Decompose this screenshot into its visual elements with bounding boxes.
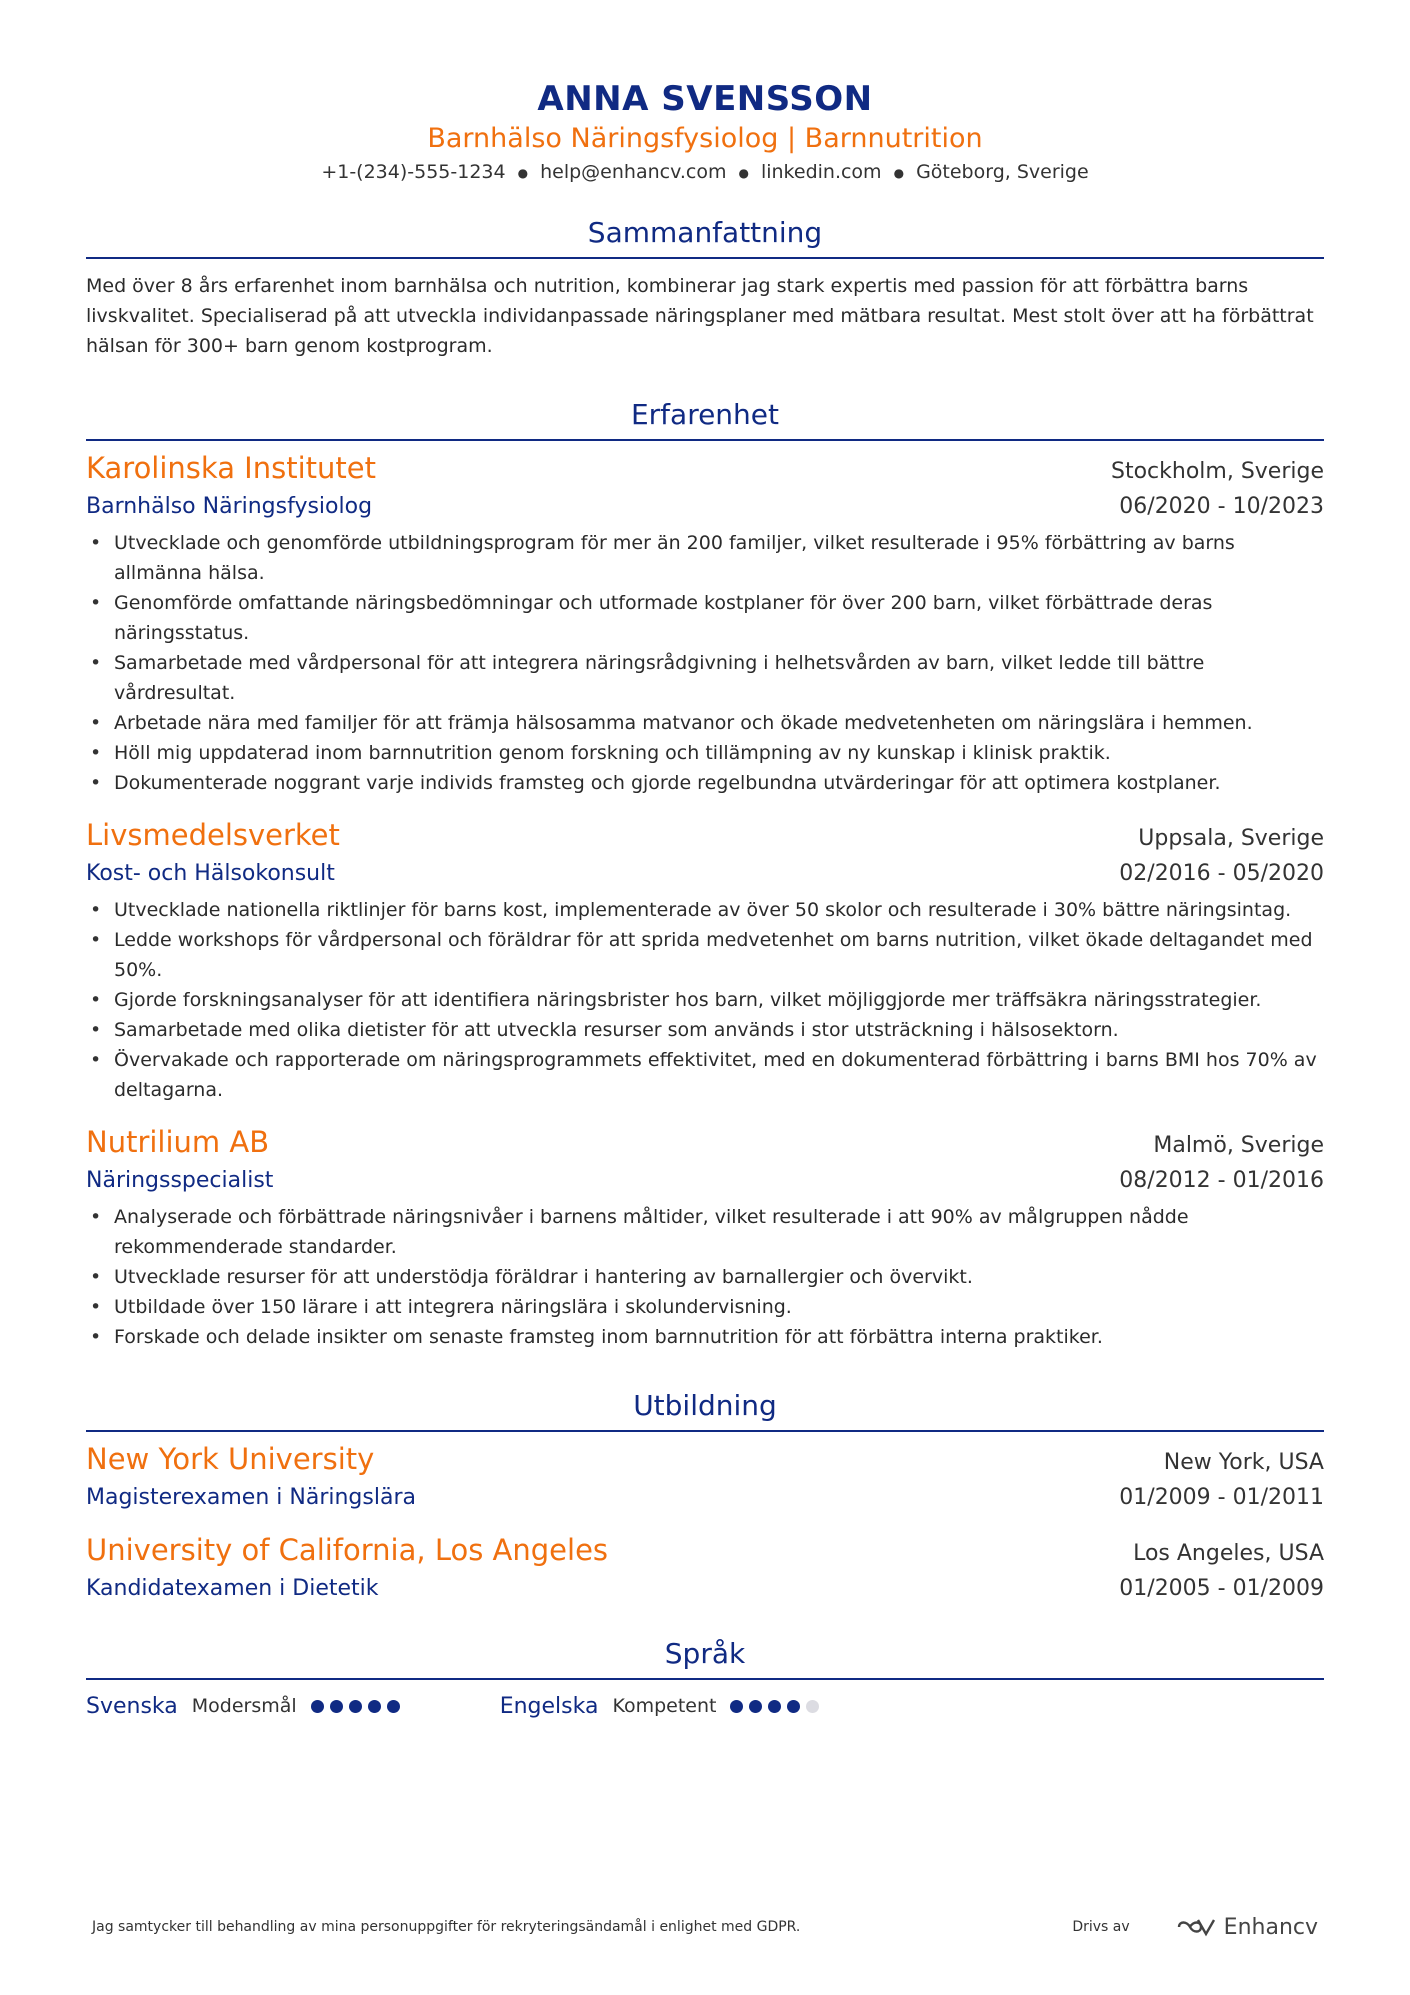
bullet-item: • Utvecklade och genomförde utbildningsprogram för mer än 200 familjer, vilket resulterade i 95% förbättring av barns allmänna hälsa. (114, 528, 1324, 588)
company-name: Nutrilium AB (86, 1124, 270, 1159)
experience-entry (86, 816, 1324, 1105)
separator-dot: ● (893, 165, 905, 180)
entry-subheader (86, 1572, 1324, 1606)
bullet-item: • Dokumenterade noggrant varje individs framsteg och gjorde regelbundna utvärderingar för att optimera kostplaner. (114, 768, 1324, 798)
bullet-item: • Övervakade och rapporterade om näringsprogrammets effektivitet, med en dokumenterad förbättring i barns BMI hos 70% av deltagarna. (114, 1045, 1324, 1105)
education-section (86, 1386, 1324, 1606)
company-name: Livsmedelsverket (86, 817, 340, 852)
bullet-item: • Utbildade över 150 lärare i att integrera näringslära i skolundervisning. (114, 1292, 1324, 1322)
section-title-experience: Erfarenhet (86, 395, 1324, 441)
section-title-education: Utbildning (86, 1386, 1324, 1432)
bullet-item: • Gjorde forskningsanalyser för att identifiera näringsbrister hos barn, vilket möjliggjorde mer träffsäkra näringsstrategier. (114, 985, 1324, 1015)
experience-entry (86, 1123, 1324, 1352)
language-item (500, 1694, 820, 1719)
bullet-item: • Ledde workshops för vårdpersonal och föräldrar för att sprida medvetenhet om barns nutrition, vilket ökade deltagandet med 50%. (114, 925, 1324, 985)
separator-dot: ● (738, 165, 749, 180)
section-title-summary: Sammanfattning (86, 213, 1324, 259)
location: Göteborg, Sverige (916, 161, 1089, 183)
entry-location: Uppsala, Sverige (1138, 825, 1324, 851)
entry-dates: 02/2016 - 05/2020 (1119, 860, 1324, 886)
brand-name: Enhancv (1223, 1914, 1318, 1940)
proficiency-dots (730, 1700, 819, 1713)
candidate-title: Barnhälso Näringsfysiolog | Barnnutrition (427, 123, 983, 154)
bullet-item: • Analyserade och förbättrade näringsnivåer i barnens måltider, vilket resulterade i att 90% av målgruppen nådde rekommenderade standarder. (114, 1202, 1324, 1262)
job-title: Barnhälso Näringsfysiolog (86, 493, 373, 519)
degree: Magisterexamen i Näringslära (86, 1484, 416, 1510)
entry-dates: 08/2012 - 01/2016 (1119, 1167, 1324, 1193)
school-name: University of California, Los Angeles (86, 1532, 609, 1567)
email[interactable]: help@enhancv.com (540, 161, 727, 183)
entry-subheader (86, 490, 1324, 524)
job-title: Näringsspecialist (86, 1167, 274, 1193)
section-title-languages: Språk (86, 1634, 1324, 1680)
language-name: Engelska (499, 1693, 599, 1719)
separator-dot: ● (517, 165, 529, 180)
experience-section (86, 395, 1324, 1352)
bullet-item: • Genomförde omfattande näringsbedömningar och utformade kostplaner för över 200 barn, vilket förbättrade deras näringsstatus. (114, 588, 1324, 648)
contact-line (86, 158, 1324, 187)
resume-page (86, 0, 1324, 1719)
entry-location: New York, USA (1163, 1449, 1324, 1475)
resume-header (86, 78, 1324, 187)
education-entry (86, 1440, 1324, 1515)
entry-header (86, 1123, 1324, 1164)
job-title: Kost- och Hälsokonsult (86, 860, 335, 886)
bullet-item: • Höll mig uppdaterad inom barnnutrition genom forskning och tillämpning av ny kunskap i klinisk praktik. (114, 738, 1324, 768)
bullet-list (86, 895, 1324, 1105)
bullet-list (86, 528, 1324, 798)
proficiency-dot-filled (749, 1700, 762, 1713)
degree: Kandidatexamen i Dietetik (86, 1575, 379, 1601)
proficiency-dots (311, 1700, 400, 1713)
entry-location: Stockholm, Sverige (1111, 458, 1324, 484)
entry-header (86, 449, 1324, 490)
bullet-item: • Forskade och delade insikter om senaste framsteg inom barnnutrition för att förbättra interna praktiker. (114, 1322, 1324, 1352)
proficiency-dot-filled (368, 1700, 381, 1713)
gdpr-consent: Jag samtycker till behandling av mina personuppgifter för rekryteringsändamål i enlighet med GDPR. (92, 1919, 801, 1935)
summary-section (86, 213, 1324, 361)
languages-section (86, 1634, 1324, 1719)
bullet-item: • Arbetade nära med familjer för att främja hälsosamma matvanor och ökade medvetenheten om näringslära i hemmen. (114, 708, 1324, 738)
entry-dates: 01/2009 - 01/2011 (1119, 1484, 1324, 1510)
entry-subheader (86, 1481, 1324, 1515)
phone: +1-(234)-555-1234 (321, 161, 506, 183)
bullet-item: • Utvecklade resurser för att understödja föräldrar i hantering av barnallergier och övervikt. (114, 1262, 1324, 1292)
bullet-list (86, 1202, 1324, 1352)
proficiency-dot-filled (387, 1700, 400, 1713)
entry-header (86, 1440, 1324, 1481)
company-name: Karolinska Institutet (86, 450, 376, 485)
linkedin[interactable]: linkedin.com (760, 161, 882, 183)
bullet-item: • Samarbetade med olika dietister för att utveckla resurser som används i stor utsträckning i hälsosektorn. (114, 1015, 1324, 1045)
entry-location: Malmö, Sverige (1153, 1132, 1324, 1158)
proficiency-dot-filled (330, 1700, 343, 1713)
proficiency-dot-filled (787, 1700, 800, 1713)
proficiency-dot-filled (311, 1700, 324, 1713)
education-entry (86, 1531, 1324, 1606)
proficiency-dot-empty (806, 1700, 819, 1713)
proficiency-dot-filled (349, 1700, 362, 1713)
entry-subheader (86, 1164, 1324, 1198)
language-list (86, 1694, 1324, 1719)
bullet-item: • Samarbetade med vårdpersonal för att integrera näringsrådgivning i helhetsvården av barn, vilket ledde till bättre vårdresultat. (114, 648, 1324, 708)
language-item (86, 1694, 400, 1719)
entry-header (86, 816, 1324, 857)
entry-dates: 01/2005 - 01/2009 (1119, 1575, 1324, 1601)
proficiency-dot-filled (768, 1700, 781, 1713)
school-name: New York University (86, 1441, 375, 1476)
language-level: Modersmål (191, 1695, 297, 1717)
enhancv-logo-icon (1176, 1916, 1216, 1938)
brand-logo[interactable] (1176, 1915, 1318, 1940)
entry-location: Los Angeles, USA (1133, 1540, 1324, 1566)
language-name: Svenska (86, 1693, 178, 1719)
experience-entry (86, 449, 1324, 798)
entry-dates: 06/2020 - 10/2023 (1119, 493, 1324, 519)
entry-subheader (86, 857, 1324, 891)
proficiency-dot-filled (730, 1700, 743, 1713)
candidate-name: ANNA SVENSSON (537, 79, 873, 119)
summary-text: Med över 8 års erfarenhet inom barnhälsa och nutrition, kombinerar jag stark expertis med passion för att förbättra barns livskvalitet. Specialiserad på att utveckla individanpassade näringsplaner med mätbara resultat. Mest stolt över att ha förbättrat hälsan för 300+ barn genom kostprogram. (86, 274, 1314, 357)
language-level: Kompetent (612, 1695, 717, 1717)
page-footer (92, 1912, 1318, 1942)
entry-header (86, 1531, 1324, 1572)
bullet-item: • Utvecklade nationella riktlinjer för barns kost, implementerade av över 50 skolor och resulterade i 30% bättre näringsintag. (114, 895, 1324, 925)
powered-by-label: Drivs av (1072, 1919, 1130, 1935)
